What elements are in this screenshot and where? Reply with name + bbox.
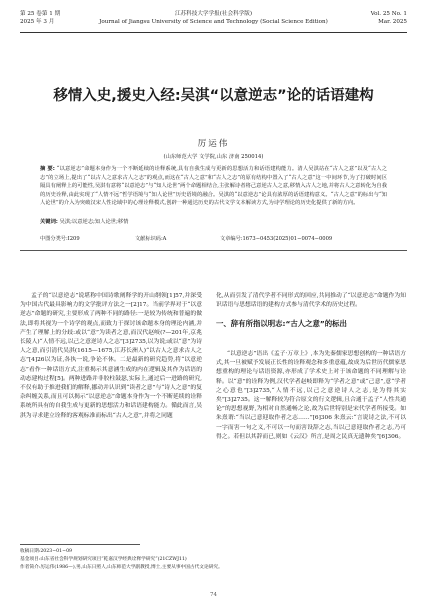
header-volume: 第 25 卷第 1 期 2025 年 3 月 bbox=[20, 11, 61, 25]
abstract-label: 摘 要: bbox=[40, 166, 55, 172]
keywords-text: 吴淇;以意逆志;知人论世;移情 bbox=[59, 219, 129, 225]
footnote-received: 收稿日期:2023−01−09 bbox=[20, 549, 73, 554]
header-journal: 江苏科技大学学报(社会科学版) Journal of Jiangsu University of Science and Technology (Social Science Edition) bbox=[99, 11, 328, 25]
body-right-paragraph-2: “以意逆志”语出《孟子·万章上》,本为先秦儒家思想创构的一种话语方式,其一旦被赋予发展正长性的诠释观念和多重意蕴,故成为后世历代儒家思想重构的理论与话语资源,亦形成了学术史上对于该命题的不同理解与诠释。以“意”的诠释为例,汉代学者赵岐即释为“学者之意”或“己意”,意“学者之心意也”[3]2735,“人情不远,以己之意逆诗人之志,是为得其实矣”[3]2735。这一解释较为符合原文的行文逻辑,且合通于孟子“人性共通论”的思想视野,为相对自然通畅之论,故为后世特别是宋代学者所接受。如朱熹谓:“当以己意迎取作者之志……”[6]306 朱熹云:“言说诗之法,不可以一字而害一句之义,不可以一句而害设辞之志,当以己意迎取作者之志,乃可得之。若但以其辞而已,则如《云汉》所言,是周之民真无遗种矣”[6]306。 bbox=[216, 351, 406, 440]
keywords-label: 关键词: bbox=[40, 219, 58, 225]
header-rule bbox=[20, 32, 407, 33]
footnote-funding: 基金项目:山东省社会科学规划研究项目“乾嘉汉学经典诠释学研究”(21CZWJ11) bbox=[20, 557, 187, 562]
article-number: 文章编号:1673−0453(2025)01−0074−0009 bbox=[220, 236, 333, 242]
section-rule bbox=[20, 250, 407, 251]
footnote-rule bbox=[20, 544, 140, 545]
running-header bbox=[20, 8, 407, 38]
keywords bbox=[40, 218, 387, 226]
header-issue: Vol. 25 No. 1 Mar. 2025 bbox=[370, 11, 407, 25]
abstract bbox=[40, 165, 387, 208]
body-left-column: 孟子的“以意逆志”说堪称中国诗歌阐释学的开山纲领[1]57,并深受为中国古代最具影响力的文学批评方法之一[2]17。当前学界对于“以意逆志”命题的研究,主要形成了两种不同的路径:一是较为传统和普遍的做法,即将其视为一个诗学的观点,而致力于探讨该命题本身的理论内涵,并产生了理解上的分歧:或以“意”为读者之意,而汉代赵岐(?—201年,京兆长陵人)“人情不远,以己之意逆诗人之志”[3]2735,以为说;或以“意”为诗人之意,而引清代吴淇(1615—1675,江苏长洲人)“以古人之意求古人之志”[4]26以为证,各执一说,争论不休。二是最新的研究趋势,将“以意逆志”看作一种话语方式,注重揭示其意涵生成的内在逻辑及其作为话语的动态建构过程[5]。两种进路并非胶柱鼓瑟,实际上,通过后一进路的研究,不仅有助于推进我们的解释,挪动并认识到“读者之意”与“诗人之意”的复杂纠缠关系,而且可以揭示“以意逆志”命题本身作为一个不断延续的诠释系统所具有的自我生成与更新的思想活力和话语建构能力。循此而言,吴淇为寻求建立诠释的客观标准而标出“古人之意”,并将之同题 bbox=[20, 293, 202, 419]
author-name: 厉运伟 bbox=[197, 139, 230, 149]
author-affiliation: (山东师范大学 文学院,山东 济南 250014) bbox=[163, 154, 264, 160]
page-number: 74 bbox=[210, 592, 217, 598]
section-heading: 一、辞有所指以明志:“古人之意”的标出 bbox=[216, 319, 347, 328]
footnote-author-bio: 作者简介:厉运伟(1986—),男,山东日照人,山东师范大学副教授,博士,主要从事中国古代文论研究。 bbox=[20, 565, 223, 570]
article-title: 移情入史,援史入经:吴淇“以意逆志”论的话语建构 bbox=[53, 88, 374, 104]
classification-info bbox=[40, 235, 387, 243]
document-code: 文献标识码:A bbox=[135, 236, 167, 242]
clc-number: 中图分类号:I209 bbox=[40, 236, 80, 242]
body-right-paragraph: 化,从而引发了清代学者不同形式的回应,共同推动了“以意逆志”命题作为知识话语与思想话语的建构方式参与清代学术的历史过程。 bbox=[216, 293, 406, 309]
abstract-text: “以意逆志”命题本身作为一个不断延续的诠释系统,具有自我生成与更新的思想活力和话语建构能力。清人吴淇站在“古人之意”以及“古人之志”的立场上,提出了“以古人之意求古人之志”的观点,而这在“古人之意”和“古人之志”的原有结构中置入了“古人之意”这一中间环节,为了打破时间区隔具有阐释上的可能性,吴淇有意将“以意逆志”与“知人论世”两个命题相结合,主张解诗者将己意逆古人之意,移情入古人之地,并将古人之意转化为自我的历史诠释,由此实现了“人情不远”哲学语境与“知人论世”历史语境的融合。吴淇的“以意逆志”论具有浓厚的话语建构意义。“古人之意”的标出与“知人论世”的介入为突破汉宋人性论域中的心理诠释模式,创辟一种通达历史的古代文学文本解读方式,为诗学理论的历史化提供了新的方向。 bbox=[40, 166, 387, 207]
